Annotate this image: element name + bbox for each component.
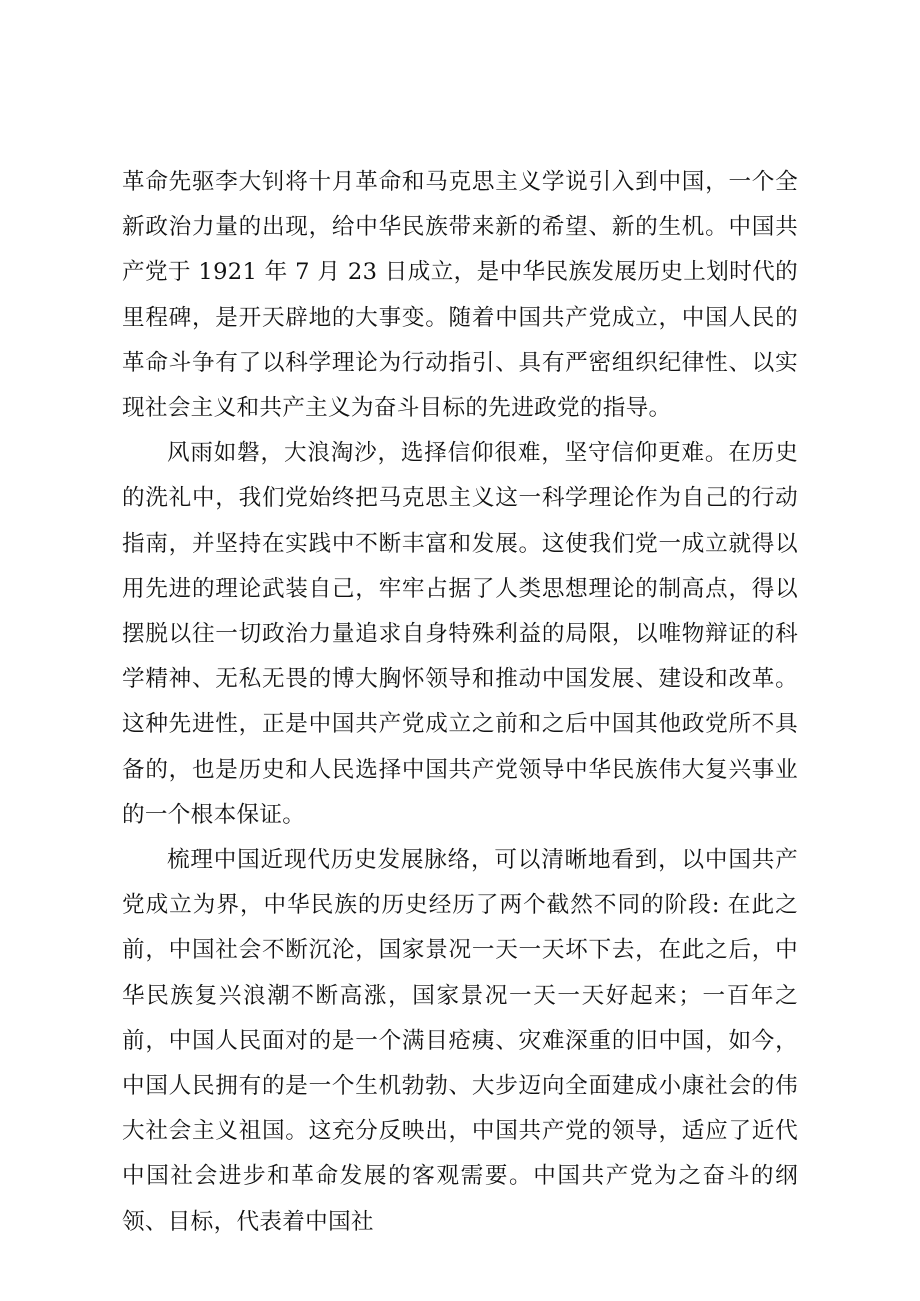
paragraph-3: 梳理中国近现代历史发展脉络，可以清晰地看到，以中国共产党成立为界，中华民族的历史经历了两个截然不同的阶段: 在此之前，中国社会不断沉沦，国家景况一天一天坏下去，在此之后，中华民族复兴浪潮不断高涨，国家景况一天一天好起来；一百年之前，中国人民面对的是一个满目疮痍、灾难深重的旧中国，如今，中国人民拥有的是一个生机勃勃、大步迈向全面建成小康社会的伟大社会主义祖国。这充分反映出，中国共产党的领导，适应了近代中国社会进步和革命发展的客观需要。中国共产党为之奋斗的纲领、目标，代表着中国社 <box>122 847 798 1235</box>
paragraph-2: 风雨如磐，大浪淘沙，选择信仰很难，坚守信仰更难。在历史的洗礼中，我们党始终把马克思主义这一科学理论作为自己的行动指南，并坚持在实践中不断丰富和发展。这使我们党一成立就得以用先进的理论武装自己，牢牢占据了人类思想理论的制高点，得以摆脱以往一切政治力量追求自身特殊利益的局限，以唯物辩证的科学精神、无私无畏的博大胸怀领导和推动中国发展、建设和改革。这种先进性，正是中国共产党成立之前和之后中国其他政党所不具备的，也是历史和人民选择中国共产党领导中华民族伟大复兴事业的一个根本保证。 <box>122 440 798 828</box>
paragraph-1: 革命先驱李大钊将十月革命和马克思主义学说引入到中国，一个全新政治力量的出现，给中华民族带来新的希望、新的生机。中国共产党于 1921 年 7 月 23 日成立，是中华民族发展历史上划时代的里程碑，是开天辟地的大事变。随着中国共产党成立，中国人民的革命斗争有了以科学理论为行动指引、具有严密组织纪律性、以实现社会主义和共产主义为奋斗目标的先进政党的指导。 <box>122 169 798 422</box>
document-body <box>122 160 798 1245</box>
